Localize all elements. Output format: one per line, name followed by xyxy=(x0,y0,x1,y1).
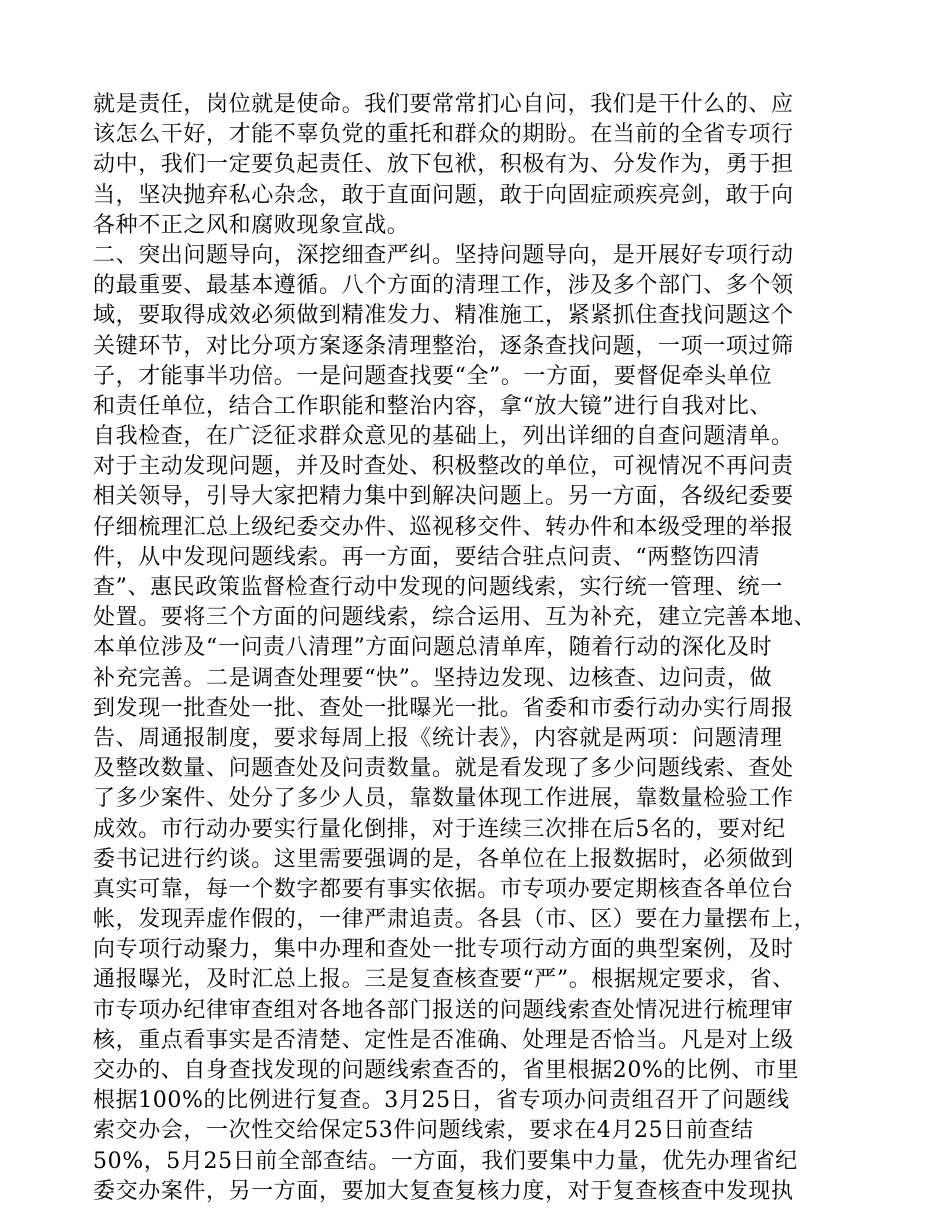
text-line: 帐，发现弄虚作假的，一律严肃追责。各县（市、区）要在力量摆布上， xyxy=(93,907,817,933)
text-line: 真实可靠，每一个数字都要有事实依据。市专项办要定期核查各单位台 xyxy=(93,876,794,902)
text-line: 相关领导，引导大家把精力集中到解决问题上。另一方面，各级纪委要 xyxy=(93,484,794,510)
text-line: 子，才能事半功倍。一是问题查找要“全”。一方面，要督促牵头单位 xyxy=(93,363,773,389)
text-line: 委交办案件，另一方面，要加大复查复核力度，对于复查核查中发现执 xyxy=(93,1178,794,1204)
text-line: 索交办会，一次性交给保定53件问题线索，要求在4月25日前查结 xyxy=(93,1118,754,1144)
text-line: 50%，5月25日前全部查结。一方面，我们要集中力量，优先办理省纪 xyxy=(93,1148,798,1174)
section-heading-line: 二、突出问题导向，深挖细查严纠。坚持问题导向，是开展好专项行动 xyxy=(93,242,794,268)
text-line: 查”、惠民政策监督检查行动中发现的问题线索，实行统一管理、统一 xyxy=(93,575,783,600)
text-line: 仔细梳理汇总上级纪委交办件、巡视移交件、转办件和本级受理的举报 xyxy=(93,514,794,540)
text-line: 委书记进行约谈。这里需要强调的是，各单位在上报数据时，必须做到 xyxy=(93,846,794,872)
text-line: 了多少案件、处分了多少人员，靠数量体现工作进展，靠数量检验工作 xyxy=(93,786,794,812)
text-line: 本单位涉及“一问责八清理”方面问题总清单库，随着行动的深化及时 xyxy=(93,635,773,661)
text-line: 动中，我们一定要负起责任、放下包袱，积极有为、分发作为，勇于担 xyxy=(93,152,794,178)
text-line: 补充完善。二是调查处理要“快”。坚持边发现、边核查、边问责，做 xyxy=(93,665,773,691)
text-line: 通报曝光，及时汇总上报。三是复查核查要“严”。根据规定要求，省、 xyxy=(93,967,795,993)
body-text xyxy=(93,90,873,1207)
text-line: 的最重要、最基本遵循。八个方面的清理工作，涉及多个部门、多个领 xyxy=(93,273,794,299)
text-line: 件，从中发现问题线索。再一方面，要结合驻点问责、“两整饬四清 xyxy=(93,544,761,570)
text-line: 和责任单位，结合工作职能和整治内容，拿“放大镜”进行自我对比、 xyxy=(93,393,773,419)
text-line: 向专项行动聚力，集中办理和查处一批专项行动方面的典型案例，及时 xyxy=(93,937,794,963)
text-line: 该怎么干好，才能不辜负党的重托和群众的期盼。在当前的全省专项行 xyxy=(93,122,794,148)
text-line: 及整改数量、问题查处及问责数量。就是看发现了多少问题线索、查处 xyxy=(93,756,794,782)
text-line: 就是责任，岗位就是使命。我们要常常扪心自问，我们是干什么的、应 xyxy=(93,92,794,117)
text-line: 告、周通报制度，要求每周上报《统计表》，内容就是两项：问题清理 xyxy=(93,725,783,751)
text-line: 到发现一批查处一批、查处一批曝光一批。省委和市委行动办实行周报 xyxy=(93,695,794,721)
text-line: 成效。市行动办要实行量化倒排，对于连续三次排在后5名的，要对纪 xyxy=(93,816,786,842)
text-line: 各种不正之风和腐败现象宣战。 xyxy=(93,212,410,238)
text-line: 核，重点看事实是否清楚、定性是否准确、处理是否恰当。凡是对上级 xyxy=(93,1027,794,1053)
text-line: 市专项办纪律审查组对各地各部门报送的问题线索查处情况进行梳理审 xyxy=(93,997,794,1023)
text-line: 关键环节，对比分项方案逐条清理整治，逐条查找问题，一项一项过筛 xyxy=(93,333,794,359)
text-line: 交办的、自身查找发现的问题线索查否的，省里根据20%的比例、市里 xyxy=(93,1058,800,1083)
text-line: 处置。要将三个方面的问题线索，综合运用、互为补充，建立完善本地、 xyxy=(93,605,817,631)
text-line: 对于主动发现问题，并及时查处、积极整改的单位，可视情况不再问责 xyxy=(93,454,794,480)
text-line: 自我检查，在广泛征求群众意见的基础上，列出详细的自查问题清单。 xyxy=(93,424,794,450)
text-line: 域，要取得成效必须做到精准发力、精准施工，紧紧抓住查找问题这个 xyxy=(93,303,794,329)
text-line: 根据100%的比例进行复查。3月25日，省专项办问责组召开了问题线 xyxy=(93,1088,790,1114)
text-line: 当，坚决抛弃私心杂念，敢于直面问题，敢于向固症顽疾亮剑，敢于向 xyxy=(93,182,794,208)
